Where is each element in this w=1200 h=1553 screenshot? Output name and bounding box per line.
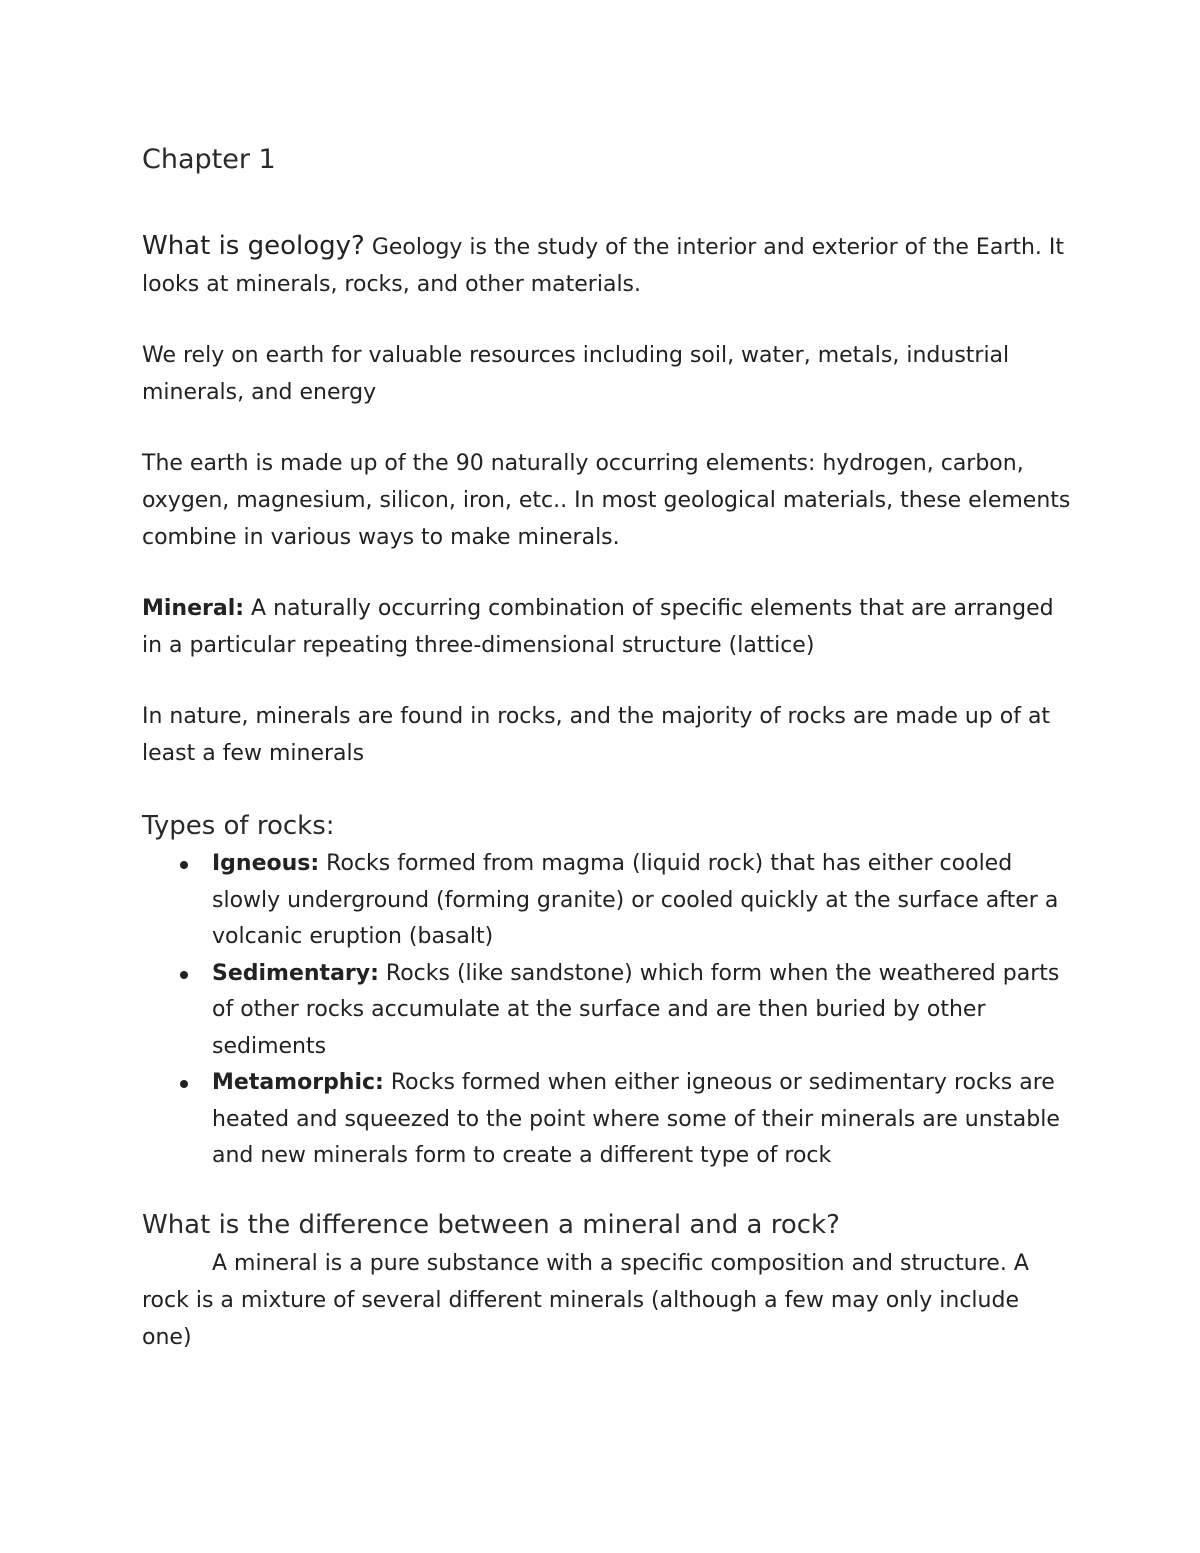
elements-paragraph: The earth is made up of the 90 naturally occurring elements: hydrogen, carbon, oxygen, magnesium, silicon, iron, etc.. In most geological materials, these elements combine in various ways to make minerals. — [142, 451, 1071, 550]
list-item — [142, 846, 1072, 956]
rock-type-description: Rocks formed from magma (liquid rock) that has either cooled slowly underground (forming granite) or cooled quickly at the surface after a volcanic eruption (basalt) — [212, 851, 1059, 949]
rock-type-term: Metamorphic: — [212, 1070, 384, 1095]
list-item — [142, 1065, 1072, 1175]
difference-answer: A mineral is a pure substance with a specific composition and structure. A rock is a mixture of several different minerals (although a few may only include one) — [142, 1250, 1029, 1350]
mineral-term: Mineral: — [142, 596, 245, 621]
mineral-definition-paragraph — [142, 590, 1072, 664]
bullet-icon — [180, 1080, 188, 1088]
document-page — [142, 138, 1072, 1356]
bullet-icon — [180, 971, 188, 979]
difference-heading: What is the difference between a mineral and a rock? — [142, 1209, 840, 1240]
rock-type-term: Igneous: — [212, 851, 320, 876]
chapter-title: Chapter 1 — [142, 144, 276, 175]
mineral-definition: A naturally occurring combination of specific elements that are arranged in a particular repeating three-dimensional structure (lattice) — [142, 596, 1054, 658]
geology-answer: Geology is the study of the interior and exterior of the Earth. It looks at minerals, rocks, and other materials. — [142, 235, 1065, 297]
rock-type-description: Rocks (like sandstone) which form when the weathered parts of other rocks accumulate at the surface and are then buried by other sediments — [212, 960, 1060, 1059]
rock-types-list — [142, 846, 1072, 1175]
rock-type-description: Rocks formed when either igneous or sedimentary rocks are heated and squeezed to the point where some of their minerals are unstable and new minerals form to create a different type of rock — [212, 1070, 1060, 1168]
in-nature-paragraph: In nature, minerals are found in rocks, and the majority of rocks are made up of at least a few minerals — [142, 704, 1051, 766]
rock-type-term: Sedimentary: — [212, 960, 379, 986]
list-item — [142, 956, 1072, 1066]
rock-types-heading: Types of rocks: — [142, 811, 335, 841]
geology-question: What is geology? — [142, 231, 365, 261]
resources-paragraph: We rely on earth for valuable resources including soil, water, metals, industrial minerals, and energy — [142, 343, 1010, 405]
geology-intro — [142, 228, 1072, 303]
bullet-icon — [180, 861, 188, 869]
